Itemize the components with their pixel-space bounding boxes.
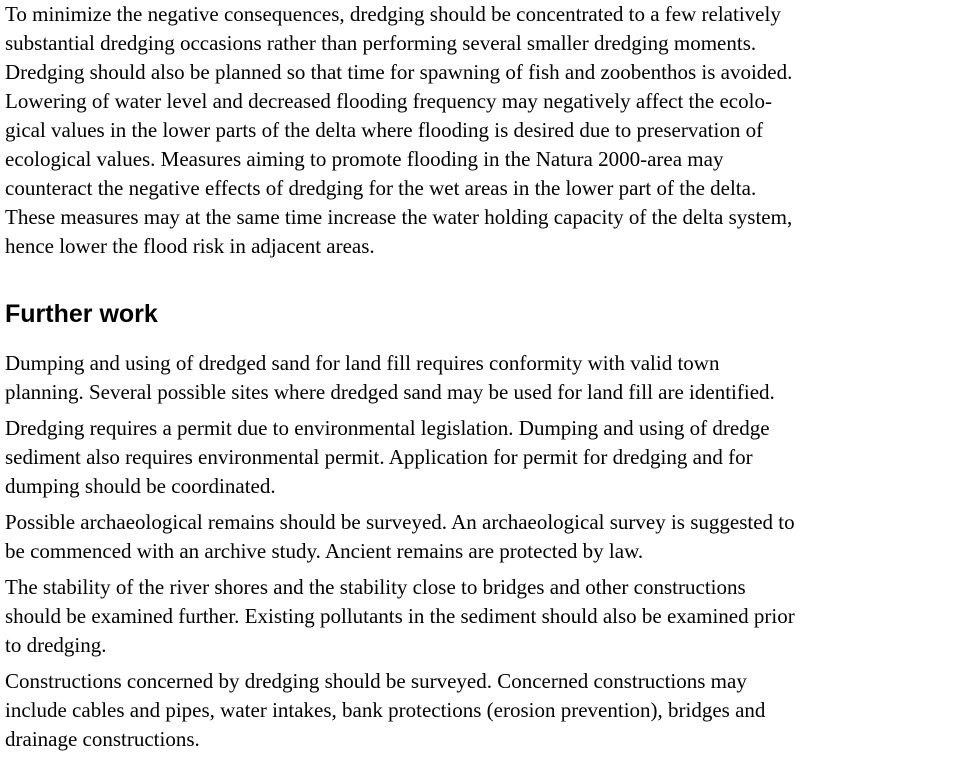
text-line: Dumping and using of dredged sand for land fill requires conformity with valid town	[5, 351, 720, 375]
paragraph-stability	[5, 573, 957, 660]
text-line: hence lower the flood risk in adjacent areas.	[5, 234, 375, 258]
paragraph-permits	[5, 414, 957, 501]
text-line: Lowering of water level and decreased flooding frequency may negatively affect the ecolo-	[5, 89, 772, 113]
text-line: planning. Several possible sites where dredged sand may be used for land fill are identified.	[5, 380, 775, 404]
text-line: These measures may at the same time increase the water holding capacity of the delta system,	[5, 205, 793, 229]
text-line: ecological values. Measures aiming to promote flooding in the Natura 2000-area may	[5, 147, 724, 171]
text-line: Dredging requires a permit due to environmental legislation. Dumping and using of dredge	[5, 416, 770, 440]
paragraph-land-fill	[5, 349, 957, 407]
text-line: sediment also requires environmental permit. Application for permit for dredging and for	[5, 445, 753, 469]
text-line: include cables and pipes, water intakes, bank protections (erosion prevention), bridges and	[5, 698, 766, 722]
text-line: To minimize the negative consequences, dredging should be concentrated to a few relatively	[5, 2, 781, 26]
text-line: to dredging.	[5, 633, 107, 657]
text-line: The stability of the river shores and the stability close to bridges and other constructions	[5, 575, 746, 599]
section-heading-further-work: Further work	[5, 300, 158, 328]
text-line: Constructions concerned by dredging should be surveyed. Concerned constructions may	[5, 669, 747, 693]
text-line: should be examined further. Existing pollutants in the sediment should also be examined prior	[5, 604, 795, 628]
text-line: Possible archaeological remains should be surveyed. An archaeological survey is suggested to	[5, 510, 795, 534]
paragraph-constructions	[5, 667, 957, 754]
text-line: drainage constructions.	[5, 727, 200, 751]
text-line: dumping should be coordinated.	[5, 474, 276, 498]
paragraph-archaeology	[5, 508, 957, 566]
text-line: be commenced with an archive study. Ancient remains are protected by law.	[5, 539, 644, 563]
dredging-impact-paragraph	[5, 0, 957, 261]
document-page	[5, 0, 957, 754]
text-line: counteract the negative effects of dredging for the wet areas in the lower part of the delta.	[5, 176, 757, 200]
text-line: gical values in the lower parts of the delta where flooding is desired due to preservation of	[5, 118, 764, 142]
text-line: Dredging should also be planned so that time for spawning of fish and zoobenthos is avoided.	[5, 60, 793, 84]
text-line: substantial dredging occasions rather than performing several smaller dredging moments.	[5, 31, 757, 55]
